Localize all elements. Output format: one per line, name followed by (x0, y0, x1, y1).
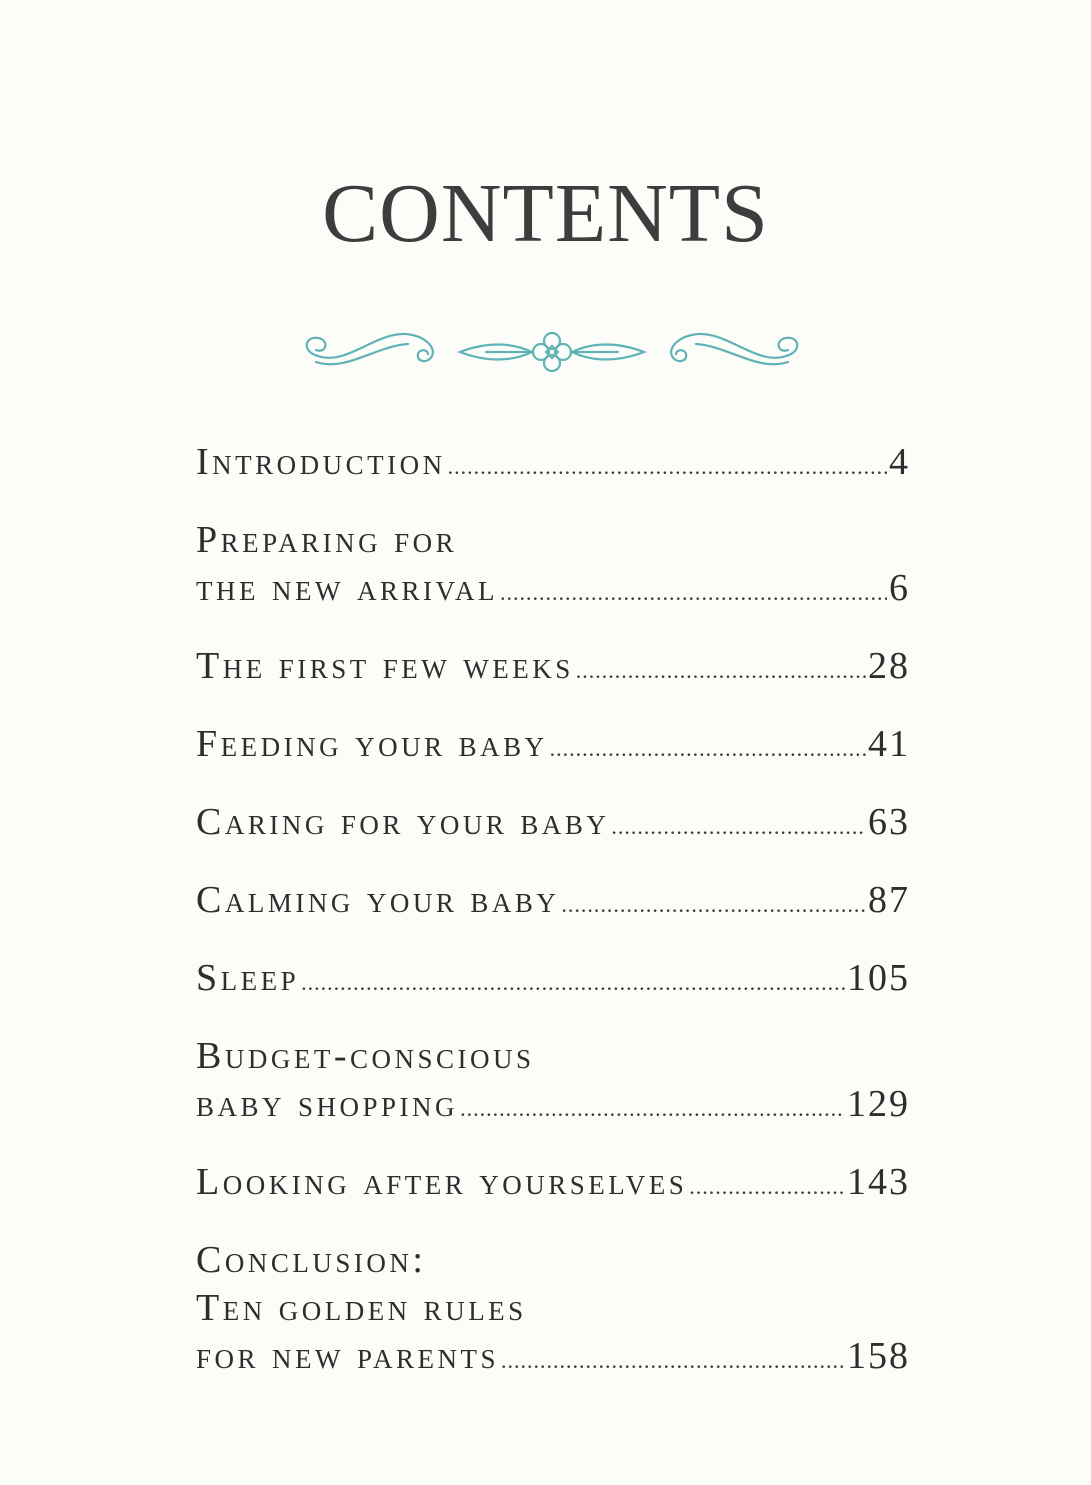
toc-entry-title-line: the new arrival (196, 567, 498, 609)
toc-entry[interactable] (196, 438, 910, 491)
toc-entry-row (196, 954, 910, 1007)
toc-entry-row (196, 1080, 910, 1133)
toc-entry-row (196, 642, 910, 695)
toc-entry-title-line: Feeding your baby (196, 723, 548, 765)
dot-leader (550, 725, 866, 773)
toc-entry-title-line: for new parents (196, 1335, 500, 1377)
toc-entry[interactable] (196, 1032, 910, 1133)
dot-leader (611, 803, 866, 851)
dot-leader (301, 959, 845, 1007)
toc-page-number: 87 (868, 879, 910, 921)
dot-leader (460, 1085, 845, 1133)
toc-entry-row (196, 798, 910, 851)
toc-entry[interactable] (196, 798, 910, 851)
toc-entry-row (196, 720, 910, 773)
page-title: CONTENTS (322, 167, 769, 260)
toc-entry[interactable] (196, 1236, 910, 1385)
toc-entry[interactable] (196, 516, 910, 617)
toc-entry-title-line: The first few weeks (196, 645, 574, 687)
dot-leader (689, 1163, 845, 1211)
toc-entry[interactable] (196, 720, 910, 773)
toc-entry-row (196, 876, 910, 929)
toc-entry-title-line: Ten golden rules (196, 1287, 527, 1329)
toc-page-number: 28 (868, 645, 910, 687)
toc-entry[interactable] (196, 642, 910, 695)
toc-entry-title-line: Introduction (196, 441, 446, 483)
toc-entry-row (196, 1332, 910, 1385)
dot-leader (561, 881, 866, 929)
toc-page-number: 4 (889, 441, 910, 483)
toc-entry-row (196, 1158, 910, 1211)
toc-entry-title-line: Looking after yourselves (196, 1161, 688, 1203)
toc-page-number: 158 (847, 1335, 910, 1377)
table-of-contents (196, 438, 910, 1410)
toc-page-number: 105 (847, 957, 910, 999)
toc-page-number: 6 (889, 567, 910, 609)
toc-entry[interactable] (196, 954, 910, 1007)
toc-entry-row (196, 438, 910, 491)
toc-entry-title-line: Preparing for (196, 519, 458, 561)
flourish-divider-icon (296, 322, 808, 382)
toc-page-number: 63 (868, 801, 910, 843)
toc-entry-title-line: Calming your baby (196, 879, 560, 921)
toc-entry[interactable] (196, 876, 910, 929)
toc-page-number: 129 (847, 1083, 910, 1125)
toc-entry[interactable] (196, 1158, 910, 1211)
dot-leader (448, 443, 887, 491)
toc-entry-title-line: Caring for your baby (196, 801, 610, 843)
dot-leader (576, 647, 866, 695)
toc-entry-row (196, 564, 910, 617)
toc-entry-title-line: Conclusion: (196, 1239, 427, 1281)
toc-entry-title-line: Sleep (196, 957, 300, 999)
dot-leader (500, 569, 887, 617)
toc-page-number: 41 (868, 723, 910, 765)
toc-entry-title-line: Budget-conscious (196, 1035, 535, 1077)
toc-entry-title-line: baby shopping (196, 1083, 459, 1125)
dot-leader (501, 1337, 845, 1385)
toc-page-number: 143 (847, 1161, 910, 1203)
